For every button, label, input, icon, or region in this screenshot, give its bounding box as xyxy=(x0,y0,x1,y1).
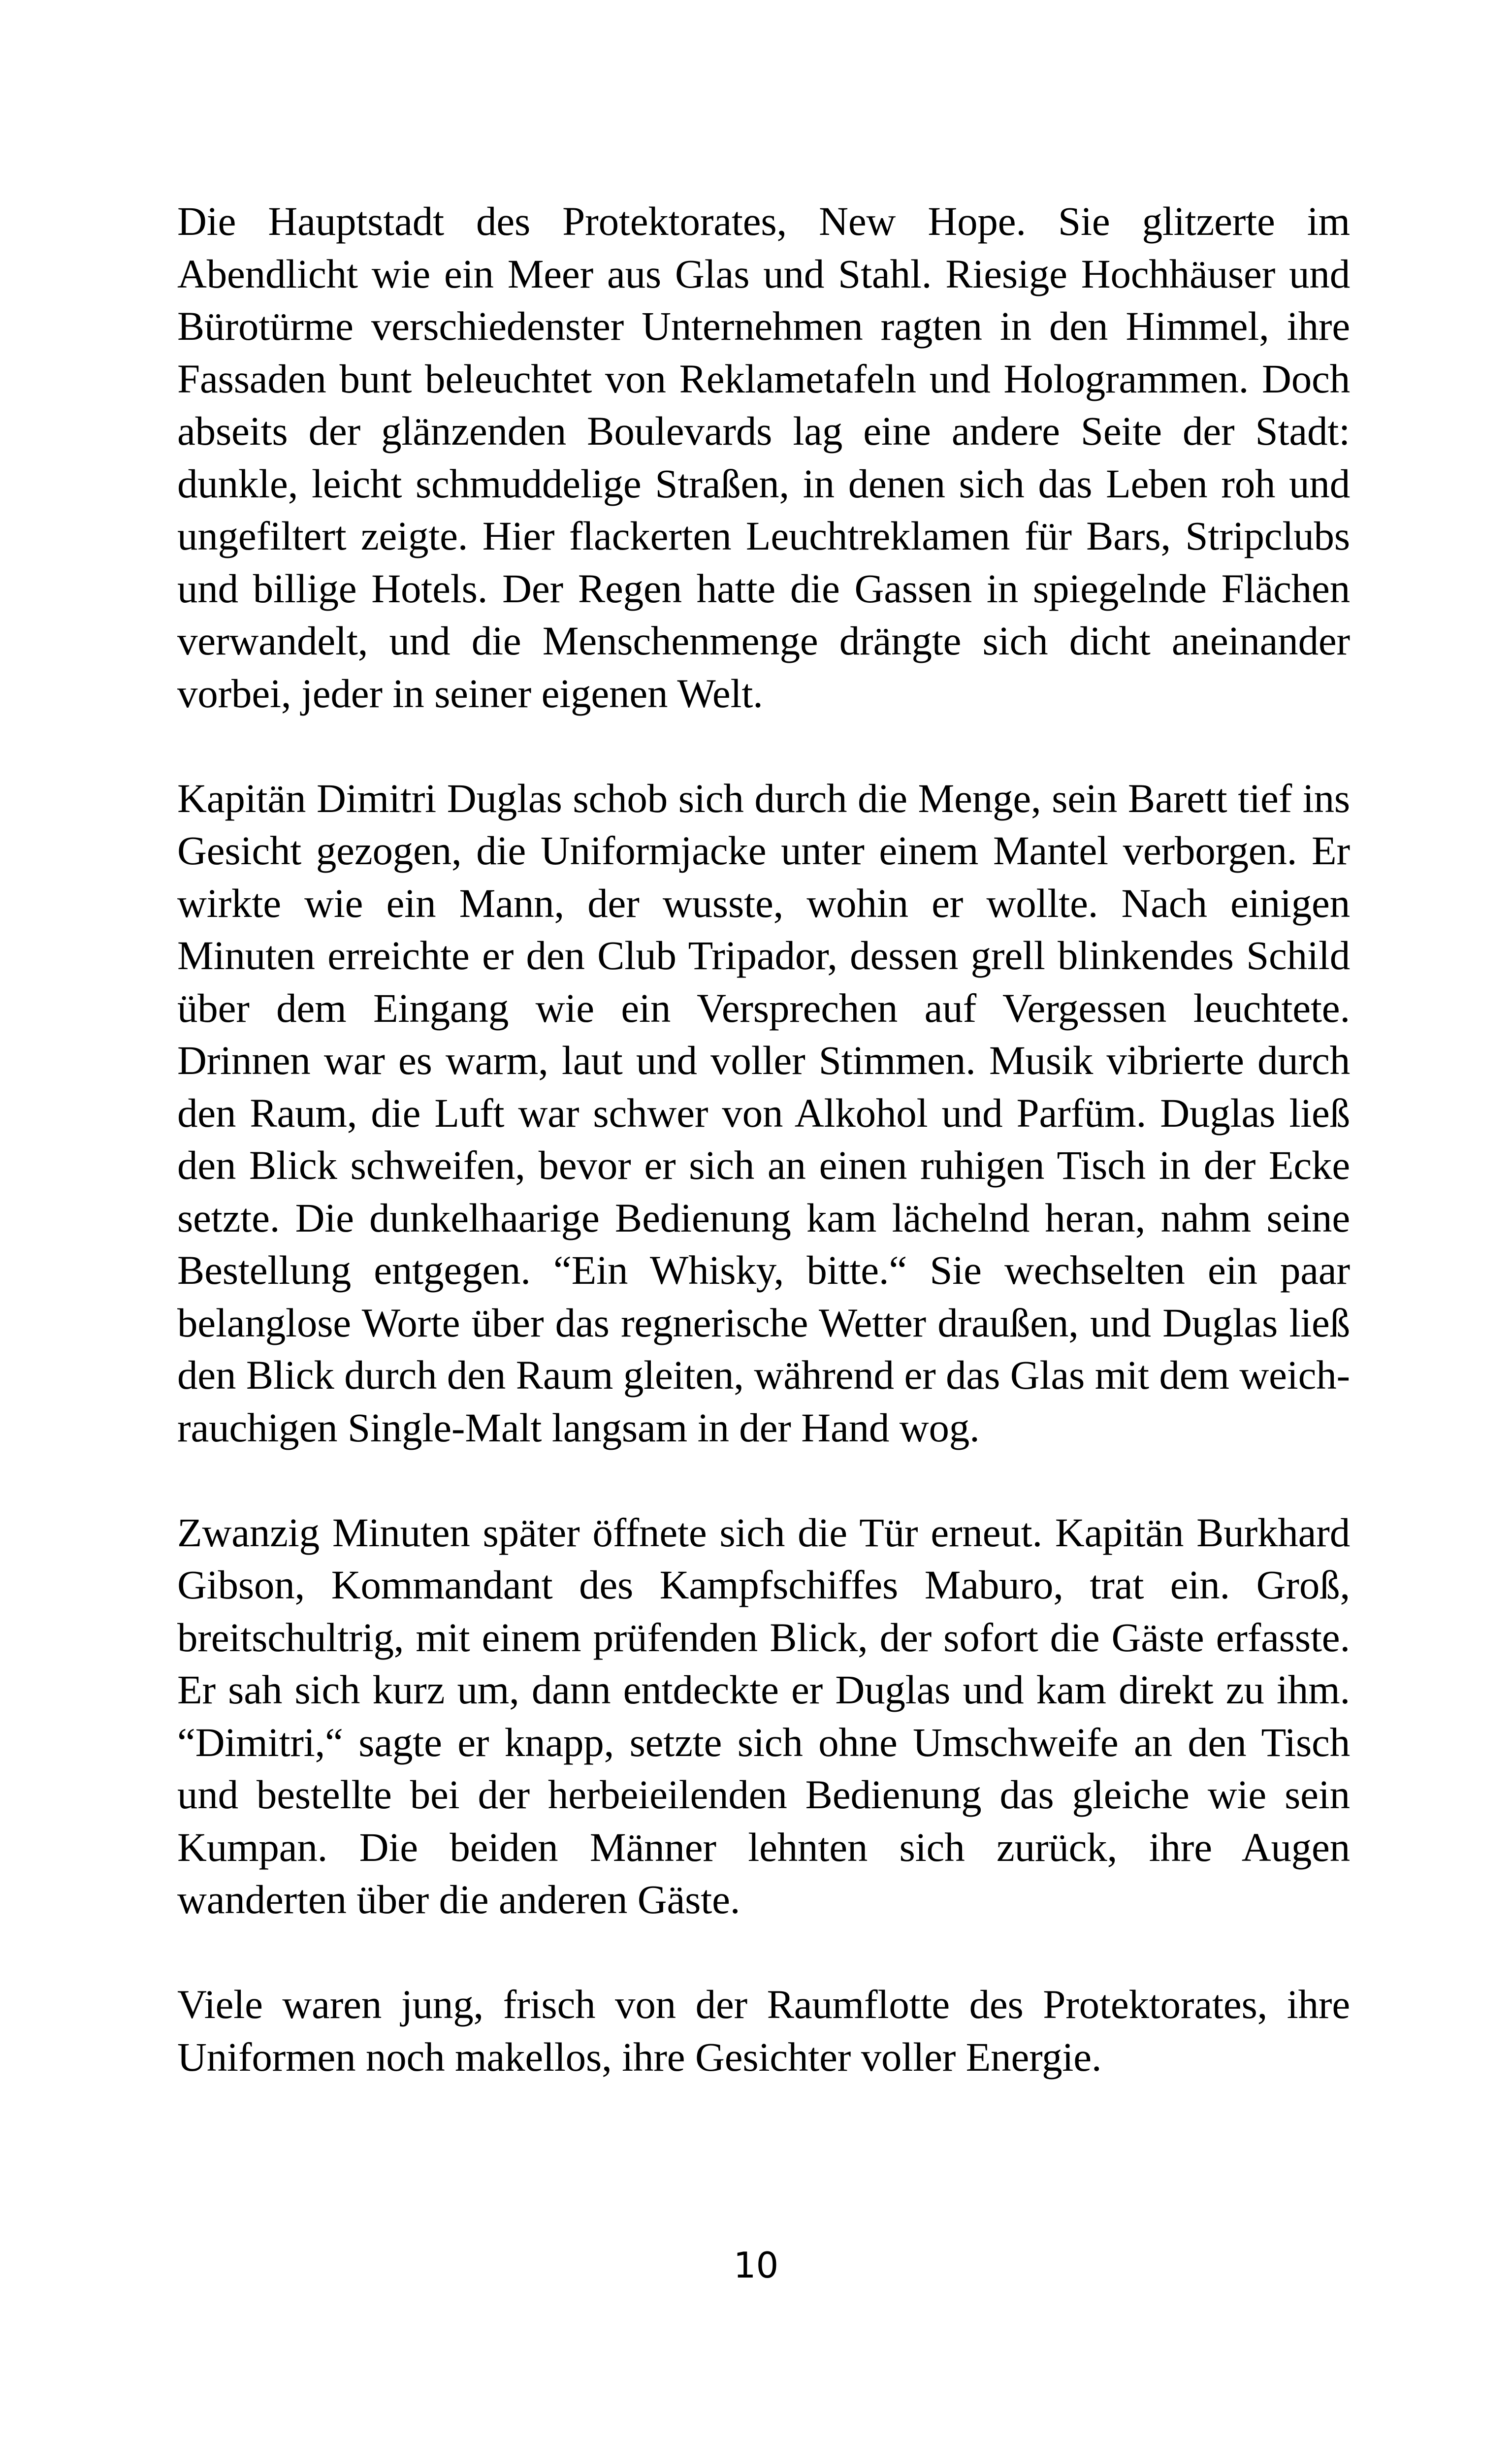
page-number: 10 xyxy=(733,2245,779,2286)
paragraph-3: Zwanzig Minuten später öffnete sich die Tür erneut. Kapitän Burkhard Gibson, Kommandant des Kampfschiffes Maburo, trat ein. Groß, breitschultrig, mit einem prüfenden Blick, der sofort die Gäste erfasste. Er sah sich kurz um, dann entdeckte er Duglas und kam direkt zu ihm. “Dimitri,“ sagte er knapp, setzte sich ohne Umschweife an den Tisch und bestellte bei der herbeieilenden Bedienung das gleiche wie sein Kumpan. Die beiden Männer lehnten sich zurück, ihre Augen wanderten über die anderen Gäste. xyxy=(177,1509,1350,1922)
paragraph-4: Viele waren jung, frisch von der Raumflotte des Protektorates, ihre Uniformen noch makellos, ihre Gesichter voller Energie. xyxy=(177,1982,1350,2080)
paragraph-1: Die Hauptstadt des Protektorates, New Hope. Sie glitzerte im Abendlicht wie ein Meer aus Glas und Stahl. Riesige Hochhäuser und Bürotürme verschiedenster Unternehmen ragten in den Himmel, ihre Fassaden bunt beleuchtet von Reklametafeln und Hologrammen. Doch abseits der glänzenden Boulevards lag eine andere Seite der Stadt: dunkle, leicht schmuddelige Straßen, in denen sich das Leben roh und ungefiltert zeigte. Hier flackerten Leuchtreklamen für Bars, Stripclubs und billige Hotels. Der Regen hatte die Gassen in spiegelnde Flächen verwandelt, und die Menschenmenge drängte sich dicht aneinander vorbei, jeder in seiner eigenen Welt. xyxy=(177,198,1350,716)
paragraph-2: Kapitän Dimitri Duglas schob sich durch die Menge, sein Barett tief ins Gesicht gezogen, die Uniformjacke unter einem Mantel verborgen. Er wirkte wie ein Mann, der wusste, wohin er wollte. Nach einigen Minuten erreichte er den Club Tripador, dessen grell blinkendes Schild über dem Eingang wie ein Versprechen auf Vergessen leuchtete. Drinnen war es warm, laut und voller Stimmen. Musik vibrierte durch den Raum, die Luft war schwer von Alkohol und Parfüm. Duglas ließ den Blick schweifen, bevor er sich an einen ruhigen Tisch in der Ecke setzte. Die dunkelhaarige Bedienung kam lächelnd heran, nahm seine Bestellung entgegen. “Ein Whisky, bitte.“ Sie wechselten ein paar belanglose Worte über das regnerische Wetter draußen, und Duglas ließ den Blick durch den Raum gleiten, während er das Glas mit dem weich-rauchigen Single-Malt langsam in der Hand wog. xyxy=(177,775,1350,1450)
body-text xyxy=(177,195,1350,2083)
